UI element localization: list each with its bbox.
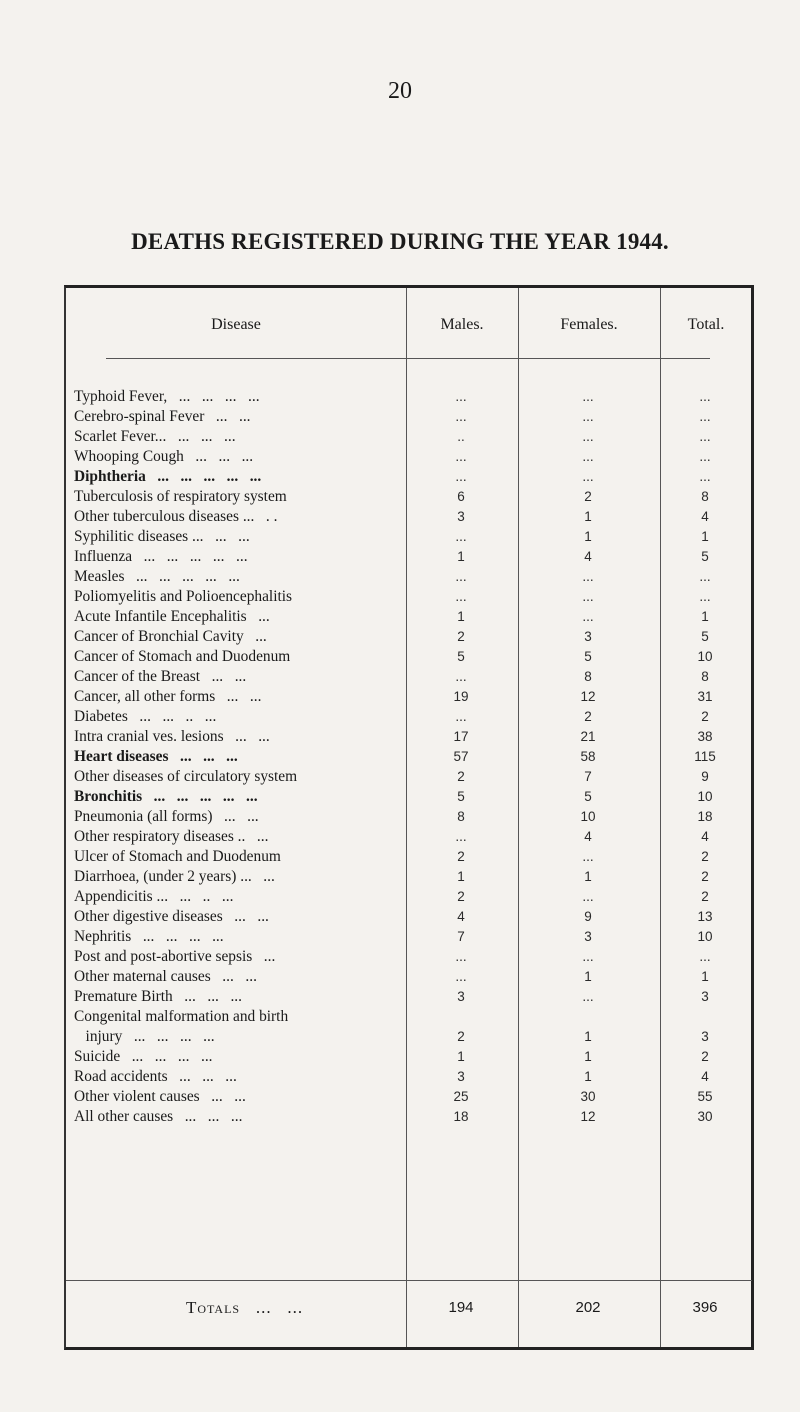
females-count: ... [582, 609, 594, 624]
disease-name: Intra cranial ves. lesions ... ... [74, 728, 270, 745]
total-count: 31 [697, 689, 713, 704]
males-count: 1 [457, 1049, 465, 1064]
females-count: 1 [584, 969, 592, 984]
females-count: 1 [584, 1029, 592, 1044]
disease-name: Nephritis ... ... ... ... [74, 928, 224, 945]
total-count: 8 [701, 489, 709, 504]
females-count: 1 [584, 529, 592, 544]
table-row [66, 988, 752, 1006]
page-number: 20 [388, 78, 412, 104]
disease-name: Poliomyelitis and Polioencephalitis [74, 588, 293, 605]
table-row [66, 1008, 752, 1026]
disease-name: Other tuberculous diseases ... . . [74, 508, 278, 525]
table-row [66, 408, 752, 426]
table-row [66, 508, 752, 526]
females-count: ... [582, 389, 594, 404]
table-row [66, 708, 752, 726]
table-row [66, 728, 752, 746]
total-count: 1 [701, 529, 709, 544]
females-count: ... [582, 449, 594, 464]
females-count: ... [582, 429, 594, 444]
females-count: ... [582, 989, 594, 1004]
males-count: 57 [453, 749, 469, 764]
males-count: ... [455, 469, 467, 484]
males-count: 2 [457, 849, 465, 864]
females-count: ... [582, 589, 594, 604]
total-count: 38 [697, 729, 713, 744]
total-count: ... [699, 389, 711, 404]
table-row [66, 1068, 752, 1086]
header-rule [106, 358, 710, 359]
table-row [66, 548, 752, 566]
females-count: 3 [584, 929, 592, 944]
table-row [66, 788, 752, 806]
disease-name: Whooping Cough ... ... ... [74, 448, 254, 465]
males-count: 17 [453, 729, 469, 744]
table-row [66, 468, 752, 486]
males-count: 3 [457, 1069, 465, 1084]
total-count: 13 [697, 909, 713, 924]
table-row [66, 888, 752, 906]
females-count: 2 [584, 489, 592, 504]
females-count: ... [582, 569, 594, 584]
table-row [66, 668, 752, 686]
table-row [66, 1108, 752, 1126]
males-count: 19 [453, 689, 469, 704]
disease-name: Congenital malformation and birth [74, 1008, 289, 1025]
header-females: Females. [560, 316, 618, 333]
disease-name: Diarrhoea, (under 2 years) ... ... [74, 868, 275, 885]
disease-name: Measles ... ... ... ... ... [74, 568, 240, 585]
females-count: ... [582, 409, 594, 424]
total-count: 1 [701, 969, 709, 984]
header-disease: Disease [211, 316, 261, 333]
total-count: ... [699, 449, 711, 464]
table-row [66, 968, 752, 986]
disease-name: Cancer, all other forms ... ... [74, 688, 262, 705]
males-count: ... [455, 829, 467, 844]
total-count: 4 [701, 829, 709, 844]
females-count: 5 [584, 649, 592, 664]
total-count: 2 [701, 709, 709, 724]
totals-males: 194 [448, 1299, 474, 1316]
disease-name: Post and post-abortive sepsis ... [74, 948, 276, 965]
disease-name: All other causes ... ... ... [74, 1108, 243, 1125]
males-count: 3 [457, 509, 465, 524]
table-row [66, 528, 752, 546]
females-count: 5 [584, 789, 592, 804]
deaths-table [64, 285, 754, 1350]
males-count: ... [455, 969, 467, 984]
males-count: 25 [453, 1089, 469, 1104]
total-count: 1 [701, 609, 709, 624]
females-count: 12 [580, 1109, 596, 1124]
totals-label: Totals ... ... [186, 1298, 304, 1317]
males-count: 8 [457, 809, 465, 824]
total-count: ... [699, 469, 711, 484]
header-total: Total. [687, 316, 725, 333]
males-count: ... [455, 669, 467, 684]
total-count: 5 [701, 549, 709, 564]
females-count: 10 [580, 809, 596, 824]
total-count: 55 [697, 1089, 713, 1104]
table-row [66, 448, 752, 466]
total-count: 30 [697, 1109, 713, 1124]
table-row [66, 1048, 752, 1066]
disease-name: Typhoid Fever, ... ... ... ... [74, 388, 260, 405]
table-row [66, 928, 752, 946]
disease-name: Cerebro-spinal Fever ... ... [74, 408, 251, 425]
disease-name: Other violent causes ... ... [74, 1088, 246, 1105]
males-count: .. [457, 429, 465, 444]
disease-name: Ulcer of Stomach and Duodenum [74, 848, 281, 865]
males-count: ... [455, 949, 467, 964]
total-count: 2 [701, 849, 709, 864]
disease-name: Other respiratory diseases .. ... [74, 828, 269, 845]
disease-name: Scarlet Fever... ... ... ... [74, 428, 236, 445]
disease-name: Appendicitis ... ... .. ... [74, 888, 234, 905]
table-row [66, 688, 752, 706]
total-count: ... [699, 429, 711, 444]
males-count: 2 [457, 889, 465, 904]
total-count: 10 [697, 789, 713, 804]
totals-females: 202 [575, 1299, 601, 1316]
females-count: 1 [584, 869, 592, 884]
disease-name: Heart diseases ... ... ... [74, 748, 238, 765]
disease-name: Cancer of the Breast ... ... [74, 668, 247, 685]
totals-total: 396 [692, 1299, 718, 1316]
total-count: ... [699, 569, 711, 584]
table-row [66, 1088, 752, 1106]
total-count: 4 [701, 509, 709, 524]
disease-name: Pneumonia (all forms) ... ... [74, 808, 259, 825]
total-count: 10 [697, 929, 713, 944]
females-count: 7 [584, 769, 592, 784]
table-row [66, 608, 752, 626]
table-row [66, 848, 752, 866]
disease-name: Suicide ... ... ... ... [74, 1048, 213, 1065]
females-count: 58 [580, 749, 596, 764]
males-count: 18 [453, 1109, 469, 1124]
disease-name: Diphtheria ... ... ... ... ... [74, 468, 262, 485]
males-count: 4 [457, 909, 465, 924]
page-title: DEATHS REGISTERED DURING THE YEAR 1944. [131, 229, 669, 254]
males-count: ... [455, 389, 467, 404]
total-count: ... [699, 589, 711, 604]
table-row [66, 768, 752, 786]
table-row [66, 868, 752, 886]
table-row [66, 948, 752, 966]
males-count: ... [455, 569, 467, 584]
disease-name: Cancer of Stomach and Duodenum [74, 648, 291, 665]
total-count: 2 [701, 1049, 709, 1064]
table-row [66, 748, 752, 766]
total-count: 5 [701, 629, 709, 644]
total-count: 115 [694, 749, 716, 764]
females-count: 4 [584, 829, 592, 844]
females-count: 4 [584, 549, 592, 564]
females-count: 3 [584, 629, 592, 644]
disease-name: Other digestive diseases ... ... [74, 908, 269, 925]
total-count: 9 [701, 769, 709, 784]
males-count: 1 [457, 869, 465, 884]
total-count: 4 [701, 1069, 709, 1084]
disease-name: Influenza ... ... ... ... ... [74, 548, 248, 565]
females-count: 30 [580, 1089, 596, 1104]
total-count: 3 [701, 1029, 709, 1044]
disease-name: Other maternal causes ... ... [74, 968, 257, 985]
males-count: 3 [457, 989, 465, 1004]
females-count: 2 [584, 709, 592, 724]
males-count: 1 [457, 549, 465, 564]
total-count: 3 [701, 989, 709, 1004]
males-count: 2 [457, 629, 465, 644]
males-count: 5 [457, 789, 465, 804]
females-count: 9 [584, 909, 592, 924]
table-row [66, 908, 752, 926]
disease-name: Cancer of Bronchial Cavity ... [74, 628, 267, 645]
disease-name: Premature Birth ... ... ... [74, 988, 242, 1005]
males-count: ... [455, 529, 467, 544]
females-count: 21 [580, 729, 596, 744]
disease-name: Other diseases of circulatory system [74, 768, 298, 785]
males-count: 1 [457, 609, 465, 624]
total-count: 8 [701, 669, 709, 684]
females-count: ... [582, 889, 594, 904]
males-count: ... [455, 709, 467, 724]
females-count: 1 [584, 1049, 592, 1064]
males-count: 6 [457, 489, 465, 504]
disease-name: Acute Infantile Encephalitis ... [74, 608, 270, 625]
males-count: 2 [457, 769, 465, 784]
males-count: 5 [457, 649, 465, 664]
disease-name: Bronchitis ... ... ... ... ... [74, 788, 258, 805]
disease-name: Road accidents ... ... ... [74, 1068, 237, 1085]
table-row [66, 628, 752, 646]
header-males: Males. [440, 316, 484, 333]
total-count: ... [699, 409, 711, 424]
table-row [66, 388, 752, 406]
table-row [66, 588, 752, 606]
females-count: ... [582, 949, 594, 964]
total-count: 10 [697, 649, 713, 664]
total-count: ... [699, 949, 711, 964]
disease-name: Syphilitic diseases ... ... ... [74, 528, 250, 545]
total-count: 2 [701, 889, 709, 904]
males-count: ... [455, 589, 467, 604]
disease-name: injury ... ... ... ... [74, 1028, 215, 1045]
females-count: ... [582, 849, 594, 864]
table-row [66, 428, 752, 446]
table-row [66, 828, 752, 846]
females-count: 12 [580, 689, 596, 704]
table-row [66, 488, 752, 506]
table-row [66, 1028, 752, 1046]
males-count: ... [455, 449, 467, 464]
males-count: 7 [457, 929, 465, 944]
females-count: 1 [584, 1069, 592, 1084]
totals-rule [66, 1280, 752, 1281]
females-count: ... [582, 469, 594, 484]
disease-name: Diabetes ... ... .. ... [74, 708, 217, 725]
females-count: 1 [584, 509, 592, 524]
females-count: 8 [584, 669, 592, 684]
total-count: 18 [697, 809, 713, 824]
males-count: ... [455, 409, 467, 424]
total-count: 2 [701, 869, 709, 884]
table-row [66, 808, 752, 826]
disease-name: Tuberculosis of respiratory system [74, 488, 287, 505]
males-count: 2 [457, 1029, 465, 1044]
table-row [66, 568, 752, 586]
table-row [66, 648, 752, 666]
